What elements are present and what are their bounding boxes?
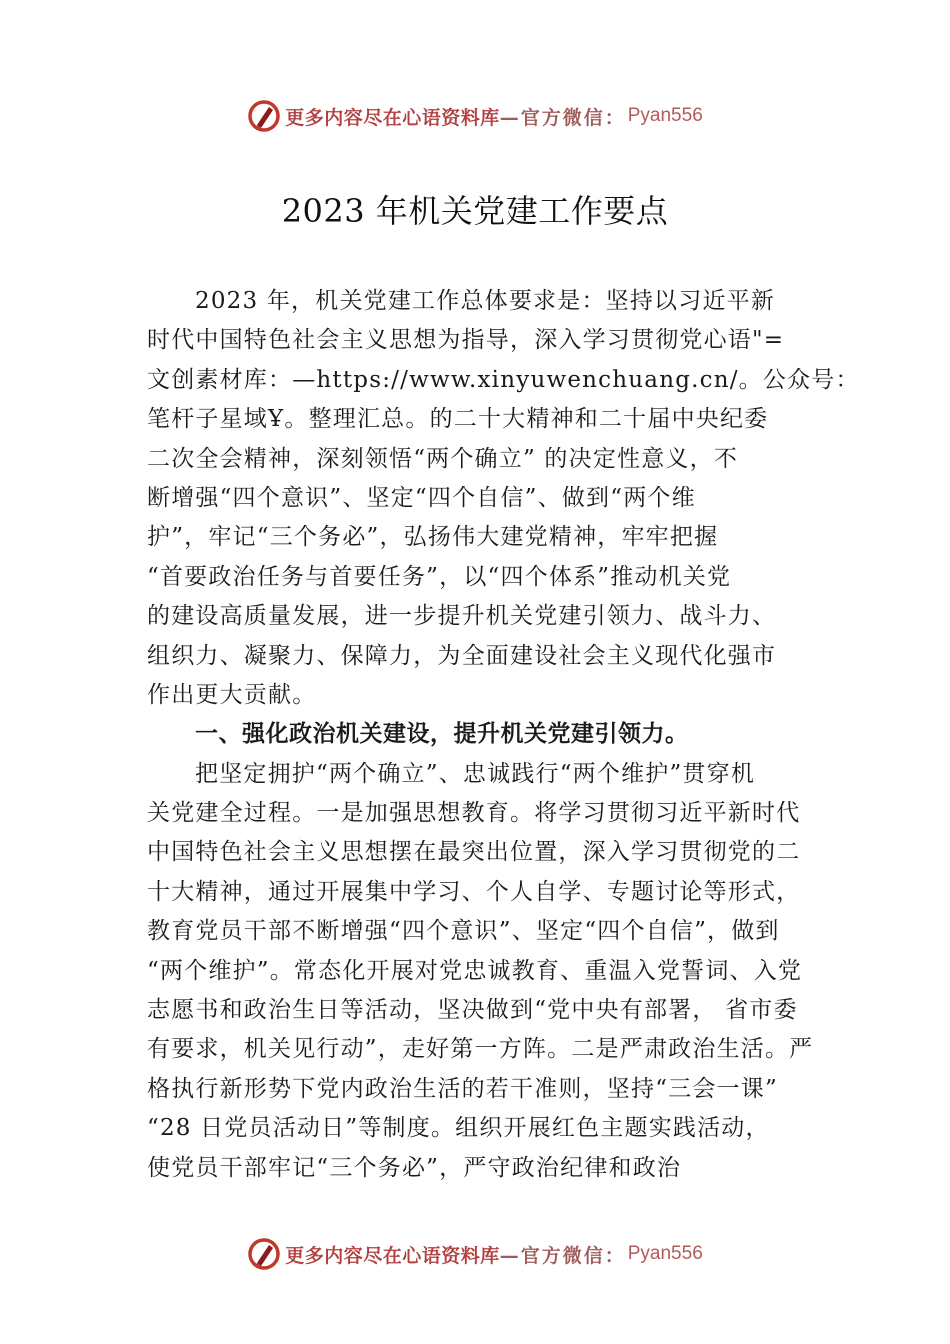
document-body <box>147 282 860 1188</box>
paragraph-1-line: 组织力、凝聚力、保障力，为全面建设社会主义现代化强市 <box>147 642 777 669</box>
paragraph-2-line: 格执行新形势下党内政治生活的若干准则，坚持“三会一课” <box>147 1075 778 1102</box>
header-watermark-banner <box>0 96 950 136</box>
paragraph-2-line: 中国特色社会主义思想摆在最突出位置，深入学习贯彻党的二 <box>147 839 801 866</box>
paragraph-1-line: 笔杆子星域Ұ。整理汇总。的二十大精神和二十届中央纪委 <box>147 406 769 433</box>
paragraph-1-line: 时代中国特色社会主义思想为指导，深入学习贯彻党心语"= <box>147 327 785 354</box>
paragraph-1-line: 作出更大贡献。 <box>147 681 317 708</box>
paragraph-2-line: 使党员干部牢记“三个务必”，严守政治纪律和政治 <box>147 1154 682 1181</box>
header-brand-text: 更多内容尽在心语资料库 <box>285 106 500 129</box>
paragraph-2-line: “两个维护”。常态化开展对党忠诚教育、重温入党誓词、入党 <box>147 957 803 984</box>
paragraph-1-line: 护”，牢记“三个务必”，弘扬伟大建党精神，牢牢把握 <box>147 524 719 551</box>
pen-logo-icon <box>247 99 281 133</box>
footer-watermark-banner <box>0 1234 950 1274</box>
paragraph-1-line: “首要政治任务与首要任务”，以“四个体系”推动机关党 <box>147 563 732 590</box>
paragraph-1-line: 断增强“四个意识”、坚定“四个自信”、做到“两个维 <box>147 484 696 511</box>
paragraph-1-line: 二次全会精神，深刻领悟“两个确立” 的决定性意义，不 <box>147 445 739 472</box>
header-separator-text: —官方微信： <box>499 106 626 129</box>
paragraph-2-line: 关党建全过程。一是加强思想教育。将学习贯彻习近平新时代 <box>147 800 801 827</box>
footer-separator-text: —官方微信： <box>499 1244 626 1267</box>
paragraph-1-line: 的建设高质量发展，进一步提升机关党建引领力、战斗力、 <box>147 603 777 630</box>
document-title: 2023 年机关党建工作要点 <box>281 192 669 230</box>
paragraph-2-line: “28 日党员活动日”等制度。组织开展红色主题实践活动， <box>147 1115 770 1142</box>
pen-logo-icon <box>247 1237 281 1271</box>
footer-wechat-handle: Pyan556 <box>627 1243 703 1264</box>
section-1-heading: 一、强化政治机关建设，提升机关党建引领力。 <box>195 721 689 748</box>
paragraph-2-line: 志愿书和政治生日等活动，坚决做到“党中央有部署， 省市委 <box>147 997 798 1024</box>
paragraph-2-line: 有要求，机关见行动”，走好第一方阵。二是严肃政治生活。严 <box>147 1036 814 1063</box>
footer-brand-text: 更多内容尽在心语资料库 <box>285 1244 500 1267</box>
paragraph-1-line: 2023 年，机关党建工作总体要求是：坚持以习近平新 <box>195 288 776 314</box>
paragraph-1-line: 文创素材库：—https://www.xinyuwenchuang.cn/。公众号： <box>147 366 860 393</box>
paragraph-2-line: 十大精神，通过开展集中学习、个人自学、专题讨论等形式， <box>147 878 801 905</box>
paragraph-2-line: 把坚定拥护“两个确立”、忠诚践行“两个维护”贯穿机 <box>195 760 756 787</box>
header-wechat-handle: Pyan556 <box>627 105 703 126</box>
paragraph-2-line: 教育党员干部不断增强“四个意识”、坚定“四个自信”，做到 <box>147 918 780 945</box>
